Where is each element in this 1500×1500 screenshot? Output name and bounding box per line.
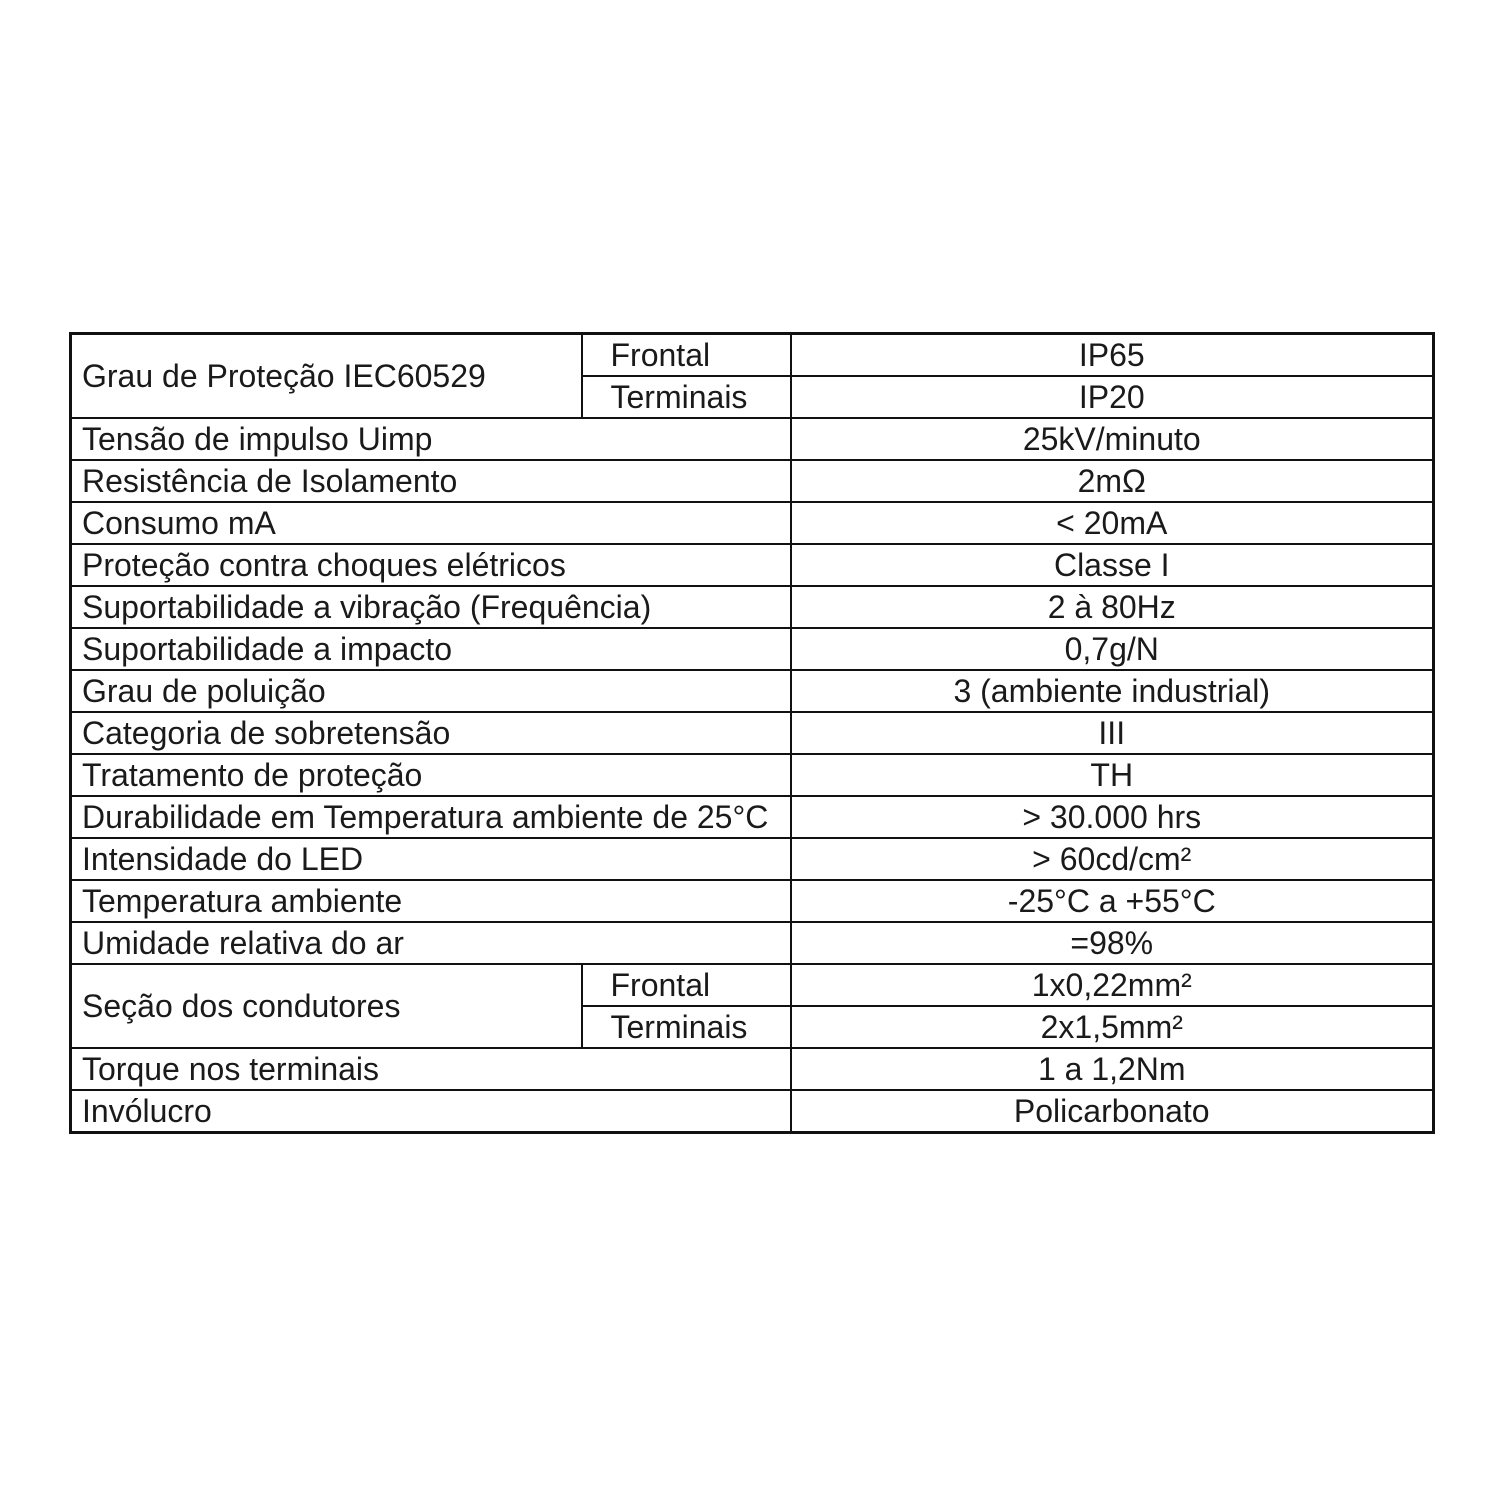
sub-label: Terminais <box>582 1006 791 1048</box>
row-label: Grau de poluição <box>71 670 791 712</box>
table-row <box>71 586 1434 628</box>
sub-label: Frontal <box>582 334 791 377</box>
table-row <box>71 796 1434 838</box>
row-label: Consumo mA <box>71 502 791 544</box>
row-value: < 20mA <box>791 502 1434 544</box>
row-value: III <box>791 712 1434 754</box>
row-value: IP65 <box>791 334 1434 377</box>
row-value: IP20 <box>791 376 1434 418</box>
row-value: -25°C a +55°C <box>791 880 1434 922</box>
table-row <box>71 670 1434 712</box>
row-label: Invólucro <box>71 1090 791 1133</box>
spec-table <box>69 332 1435 1134</box>
row-label: Suportabilidade a impacto <box>71 628 791 670</box>
table-row <box>71 838 1434 880</box>
row-value: > 30.000 hrs <box>791 796 1434 838</box>
row-label: Durabilidade em Temperatura ambiente de 25°C <box>71 796 791 838</box>
row-label: Temperatura ambiente <box>71 880 791 922</box>
row-value: 3 (ambiente industrial) <box>791 670 1434 712</box>
row-value: > 60cd/cm² <box>791 838 1434 880</box>
row-label: Categoria de sobretensão <box>71 712 791 754</box>
table-row <box>71 1048 1434 1090</box>
table-row <box>71 880 1434 922</box>
table-row <box>71 712 1434 754</box>
row-value: Policarbonato <box>791 1090 1434 1133</box>
row-value: 2 à 80Hz <box>791 586 1434 628</box>
row-value: TH <box>791 754 1434 796</box>
table-row <box>71 334 1434 377</box>
table-row <box>71 502 1434 544</box>
row-value: 2mΩ <box>791 460 1434 502</box>
row-value: 2x1,5mm² <box>791 1006 1434 1048</box>
row-label: Grau de Proteção IEC60529 <box>71 334 582 419</box>
table-row <box>71 544 1434 586</box>
table-row <box>71 460 1434 502</box>
row-value: =98% <box>791 922 1434 964</box>
row-label: Proteção contra choques elétricos <box>71 544 791 586</box>
row-value: 1 a 1,2Nm <box>791 1048 1434 1090</box>
row-value: Classe I <box>791 544 1434 586</box>
row-label: Tratamento de proteção <box>71 754 791 796</box>
row-label: Suportabilidade a vibração (Frequência) <box>71 586 791 628</box>
table-row <box>71 754 1434 796</box>
row-value: 1x0,22mm² <box>791 964 1434 1006</box>
sub-label: Frontal <box>582 964 791 1006</box>
row-value: 25kV/minuto <box>791 418 1434 460</box>
row-label: Tensão de impulso Uimp <box>71 418 791 460</box>
row-label: Resistência de Isolamento <box>71 460 791 502</box>
table-row <box>71 922 1434 964</box>
row-label: Intensidade do LED <box>71 838 791 880</box>
row-value: 0,7g/N <box>791 628 1434 670</box>
table-row <box>71 1090 1434 1133</box>
row-label: Torque nos terminais <box>71 1048 791 1090</box>
table-row <box>71 964 1434 1006</box>
row-label: Seção dos condutores <box>71 964 582 1048</box>
row-label: Umidade relativa do ar <box>71 922 791 964</box>
table-row <box>71 628 1434 670</box>
table-row <box>71 418 1434 460</box>
sub-label: Terminais <box>582 376 791 418</box>
